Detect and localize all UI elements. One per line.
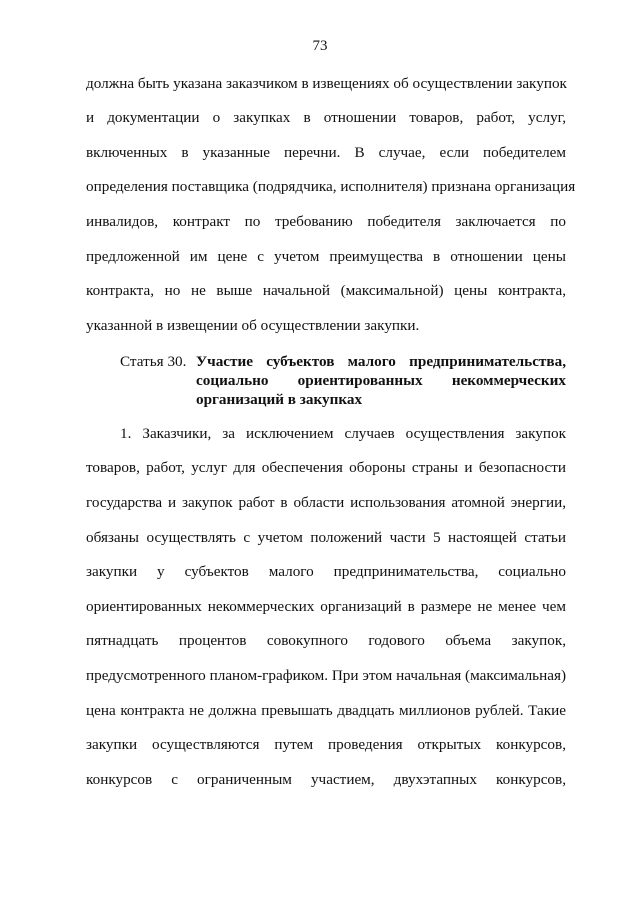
text-line: пятнадцать процентов совокупного годового объема закупок,	[86, 632, 566, 649]
article-title-line: Участие субъектов малого предпринимательства,	[196, 353, 566, 370]
text-line: включенных в указанные перечни. В случае, если победителем	[86, 144, 566, 161]
text-line: закупки у субъектов малого предпринимательства, социально	[86, 563, 566, 580]
text-line: определения поставщика (подрядчика, исполнителя) признана организация	[86, 178, 576, 195]
text-line: и документации о закупках в отношении товаров, работ, услуг,	[86, 109, 566, 126]
text-line: обязаны осуществлять с учетом положений части 5 настоящей статьи	[86, 529, 566, 546]
article-title-line: социально ориентированных некоммерческих	[196, 372, 566, 389]
text-line: закупки осуществляются путем проведения открытых конкурсов,	[86, 736, 566, 753]
text-line: 1. Заказчики, за исключением случаев осуществления закупок	[120, 425, 566, 442]
text-line: должна быть указана заказчиком в извещениях об осуществлении закупок	[86, 75, 567, 92]
text-line: контракта, но не выше начальной (максимальной) цены контракта,	[86, 282, 566, 299]
text-line: инвалидов, контракт по требованию победителя заключается по	[86, 213, 566, 230]
text-line: государства и закупок работ в области использования атомной энергии,	[86, 494, 566, 511]
text-line: конкурсов с ограниченным участием, двухэтапных конкурсов,	[86, 771, 566, 788]
text-line: предусмотренного планом-графиком. При этом начальная (максимальная)	[86, 667, 566, 684]
text-line: ориентированных некоммерческих организаций в размере не менее чем	[86, 598, 566, 615]
text-line: предложенной им цене с учетом преимущества в отношении цены	[86, 248, 566, 265]
text-line: цена контракта не должна превышать двадцать миллионов рублей. Такие	[86, 702, 566, 719]
text-line: указанной в извещении об осуществлении закупки.	[86, 317, 420, 334]
article-title-line: организаций в закупках	[196, 391, 363, 408]
text-line: товаров, работ, услуг для обеспечения обороны страны и безопасности	[86, 459, 566, 476]
page-number: 73	[312, 38, 328, 54]
article-label: Статья 30.	[120, 353, 187, 370]
